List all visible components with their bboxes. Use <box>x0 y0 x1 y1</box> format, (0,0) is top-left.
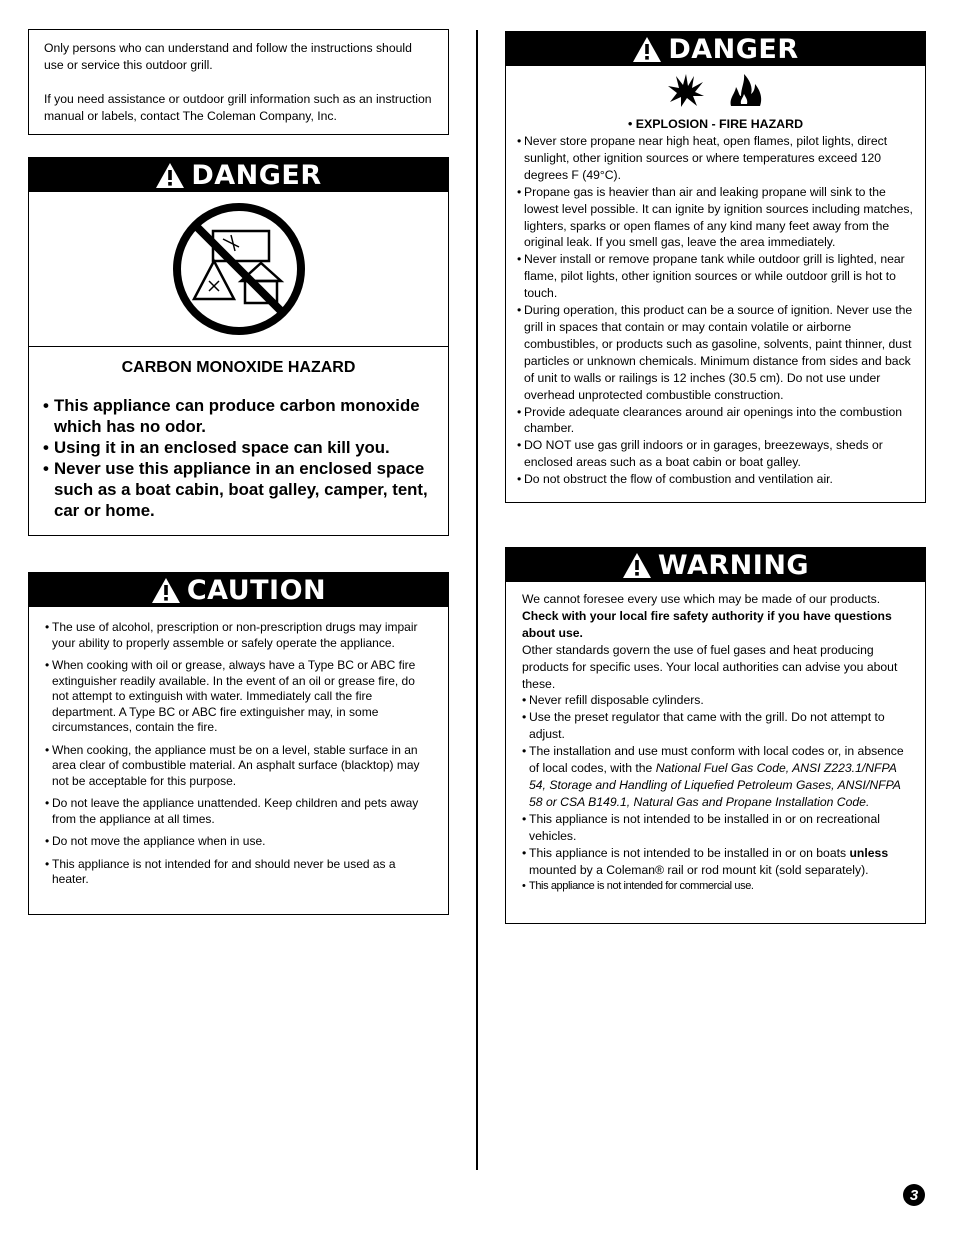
co-hazard-title: CARBON MONOXIDE HAZARD <box>121 359 356 376</box>
explosion-icon <box>667 72 705 108</box>
list-item: • Use the preset regulator that came with the grill. Do not attempt to adjust. <box>522 709 911 743</box>
list-item: • This appliance is not intended to be installed in or on boats unless mounted by a Coleman® rail or rod mount kit (sold separately). <box>522 845 911 879</box>
warning-list <box>522 692 911 895</box>
list-item: • Do not move the appliance when in use. <box>45 834 434 850</box>
danger-co-box <box>28 157 449 536</box>
list-item: • Never refill disposable cylinders. <box>522 692 911 709</box>
info-box <box>28 29 449 135</box>
warning-triangle-icon <box>155 162 185 189</box>
list-item: • Do not leave the appliance unattended. Keep children and pets away from the appliance at all times. <box>45 796 434 827</box>
list-item: • Provide adequate clearances around air openings into the combustion chamber. <box>517 404 913 438</box>
no-grill-indoors-icon <box>29 192 448 347</box>
caution-list <box>29 607 448 888</box>
fire-icon <box>727 72 765 108</box>
fire-hazard-subtitle: • EXPLOSION - FIRE HAZARD <box>627 117 804 131</box>
warning-title: WARNING <box>657 549 810 581</box>
list-item: • The use of alcohol, prescription or non-prescription drugs may impair your ability to properly assemble or safely operate the appliance. <box>45 620 434 651</box>
warning-intro: We cannot foresee every use which may be made of our products. <box>522 592 881 606</box>
list-item: • This appliance is not intended for and should never be used as a heater. <box>45 857 434 888</box>
caution-box <box>28 572 449 915</box>
list-item: • During operation, this product can be a source of ignition. Never use the grill in spaces that contain or may contain volatile or airborne combustibles, or products such as gasoline, solvents, paint thinner, dust particles or unknown chemicals. Minimum distance from sides and back of unit to walls or railings is 12 inches (30.5 cm). Do not use under overhead unprotected combustible construction. <box>517 302 913 403</box>
list-item: • This appliance can produce carbon monoxide which has no odor. <box>43 395 434 437</box>
list-item: • Never install or remove propane tank while outdoor grill is lighted, near flame, pilot lights, other ignition sources or while outdoor grill is hot to touch. <box>517 251 913 302</box>
danger-fire-header <box>506 32 925 66</box>
danger-co-header <box>29 158 448 192</box>
page-number: 3 <box>903 1184 925 1206</box>
danger-fire-box <box>505 31 926 503</box>
code-references: National Fuel Gas Code, ANSI Z223.1/NFPA 54, Storage and Handling of Liquefied Petroleum Gases, ANSI/NFPA 58 or CSA B149.1, Natural Gas and Propane Installation Code. <box>529 761 901 809</box>
list-item: • DO NOT use gas grill indoors or in garages, breezeways, sheds or enclosed areas such as a boat cabin or boat galley. <box>517 437 913 471</box>
caution-header <box>29 573 448 607</box>
co-hazard-list <box>43 395 434 521</box>
warning-triangle-icon <box>632 36 662 63</box>
fire-hazard-list <box>506 133 925 488</box>
info-paragraph-1: Only persons who can understand and follow the instructions should use or service this outdoor grill. <box>44 41 412 72</box>
caution-title: CAUTION <box>186 574 327 606</box>
list-item: • The installation and use must conform with local codes or, in absence of local codes, with the National Fuel Gas Code, ANSI Z223.1/NFPA 54, Storage and Handling of Liquefied Petroleum Gases, ANSI/NFPA 58 or CSA B149.1, Natural Gas and Propane Installation Code. <box>522 743 911 811</box>
list-item: • When cooking, the appliance must be on a level, stable surface in an area clear of combustible material. An asphalt surface (blacktop) may not be acceptable for this purpose. <box>45 743 434 790</box>
danger-co-title: DANGER <box>191 159 322 191</box>
warning-header <box>506 548 925 582</box>
list-item: • This appliance is not intended to be installed in or on recreational vehicles. <box>522 811 911 845</box>
list-item: • Never store propane near high heat, open flames, pilot lights, direct sunlight, other ignition sources or where temperatures exceed 120 degrees F (49°C). <box>517 133 913 184</box>
danger-fire-title: DANGER <box>668 33 799 65</box>
warning-paragraph: Other standards govern the use of fuel gases and heat producing products for specific uses. Your local authorities can advise you about these. <box>522 642 898 691</box>
list-item: • Using it in an enclosed space can kill you. <box>43 437 434 458</box>
list-item: • When cooking with oil or grease, always have a Type BC or ABC fire extinguisher readily available. In the event of an oil or grease fire, do not attempt to extinguish with water. Immediately call the fire department. A Type BC or ABC fire extinguisher may, in some circumstances, contain the fire. <box>45 658 434 736</box>
column-divider <box>476 30 478 1170</box>
warning-intro-bold: Check with your local fire safety authority if you have questions about use. <box>522 608 892 640</box>
warning-box <box>505 547 926 924</box>
warning-triangle-icon <box>622 552 652 579</box>
info-paragraph-2: If you need assistance or outdoor grill information such as an instruction manual or labels, contact The Coleman Company, Inc. <box>44 91 432 123</box>
list-item: • Never use this appliance in an enclosed space such as a boat cabin, boat galley, camper, tent, car or home. <box>43 458 434 521</box>
list-item: • Do not obstruct the flow of combustion and ventilation air. <box>517 471 913 488</box>
list-item: • This appliance is not intended for commercial use. <box>522 878 911 895</box>
list-item: • Propane gas is heavier than air and leaking propane will sink to the lowest level possible. It can ignite by ignition sources including matches, lighters, sparks or open flames of any kind many feet away from the original leak. If you smell gas, leave the area immediately. <box>517 184 913 252</box>
warning-triangle-icon <box>151 577 181 604</box>
